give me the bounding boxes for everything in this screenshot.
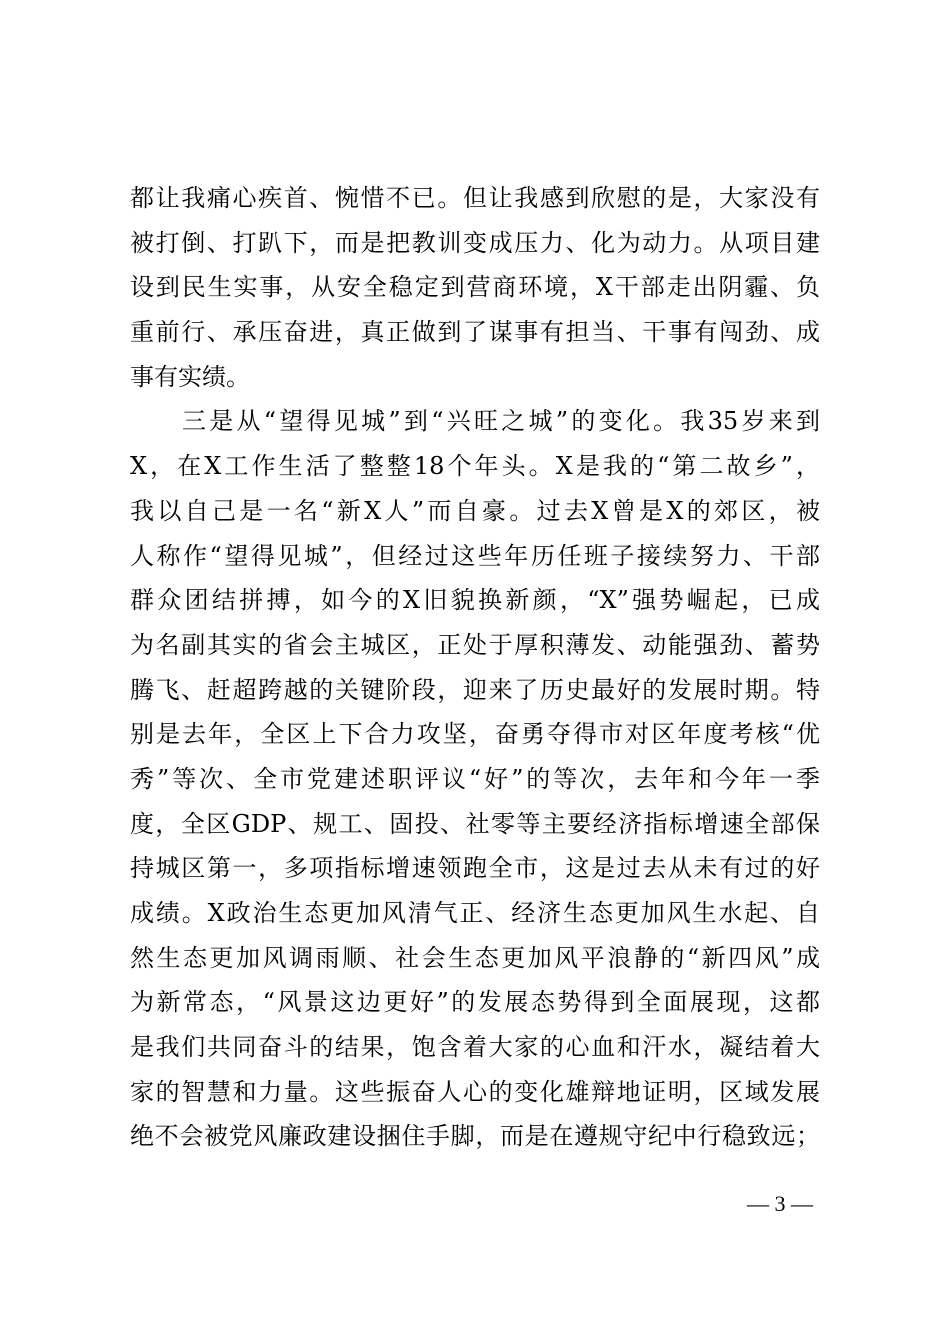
page-number: — 3 — <box>747 1191 813 1216</box>
text-line: 度，全区GDP、规工、固投、社零等主要经济指标增速全部保 <box>130 809 820 838</box>
text-line: 别是去年，全区上下合力攻坚，奋勇夺得市对区年度考核“优 <box>130 720 820 749</box>
body-text <box>130 176 820 1159</box>
text-line: 持城区第一，多项指标增速领跑全市，这是过去从未有过的好 <box>130 854 820 883</box>
text-line: 群众团结拼搏，如今的X旧貌换新颜，“X”强势崛起，已成 <box>130 586 820 615</box>
text-line: 被打倒、打趴下，而是把教训变成压力、化为动力。从项目建 <box>130 228 820 257</box>
text-line: 重前行、承压奋进，真正做到了谋事有担当、干事有闯劲、成 <box>130 318 820 347</box>
text-line: 为新常态，“风景这边更好”的发展态势得到全面展现，这都 <box>130 988 820 1017</box>
text-line: 都让我痛心疾首、惋惜不已。但让我感到欣慰的是，大家没有 <box>130 184 820 212</box>
text-line: 是我们共同奋斗的结果，饱含着大家的心血和汗水，凝结着大 <box>130 1033 820 1062</box>
text-line: 腾飞、赶超跨越的关键阶段，迎来了历史最好的发展时期。特 <box>130 675 820 704</box>
paragraph-first-line: 三是从“望得见城”到“兴旺之城”的变化。我35岁来到 <box>182 407 820 436</box>
text-line: 人称作“望得见城”，但经过这些年历任班子接续努力、干部 <box>130 541 820 570</box>
text-line: 成绩。X政治生态更加风清气正、经济生态更加风生水起、自 <box>130 899 820 927</box>
text-line: 为名副其实的省会主城区，正处于厚积薄发、动能强劲、蓄势 <box>130 630 820 659</box>
text-line: 家的智慧和力量。这些振奋人心的变化雄辩地证明，区域发展 <box>130 1077 820 1106</box>
text-line: 设到民生实事，从安全稳定到营商环境，X干部走出阴霾、负 <box>130 273 820 302</box>
text-line: 事有实绩。 <box>130 362 250 391</box>
text-line: 然生态更加风调雨顺、社会生态更加风平浪静的“新四风”成 <box>130 943 820 972</box>
text-line: 秀”等次、全市党建述职评议“好”的等次，去年和今年一季 <box>130 764 820 793</box>
text-line: 我以自己是一名“新X人”而自豪。过去X曾是X的郊区，被 <box>130 496 820 525</box>
text-line: X，在X工作生活了整整18个年头。X是我的“第二故乡”， <box>130 452 820 481</box>
text-line: 绝不会被党风廉政建设捆住手脚，而是在遵规守纪中行稳致远； <box>130 1122 820 1151</box>
